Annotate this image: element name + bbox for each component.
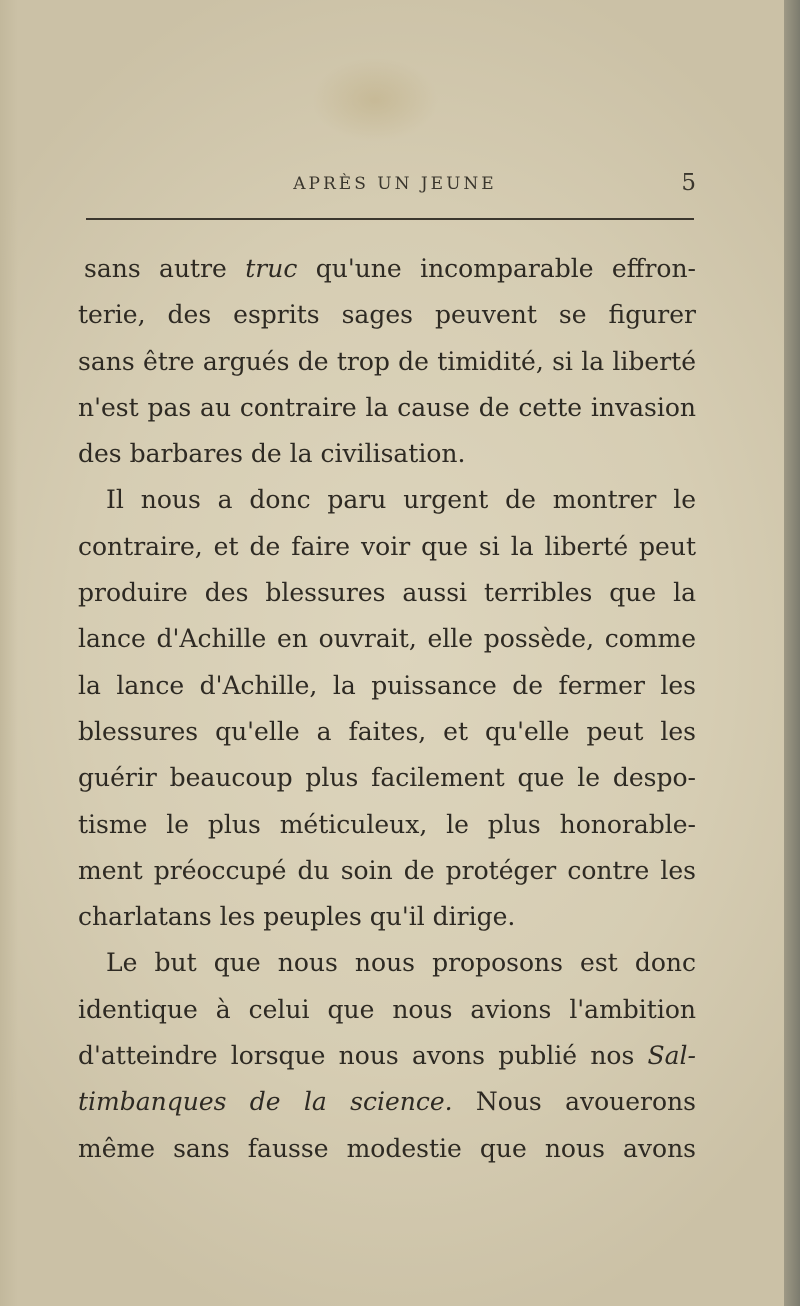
text-segment: terie, des esprits sages peuvent se figurer: [78, 300, 696, 330]
text-segment: ment préoccupé du soin de protéger contre les: [78, 855, 696, 885]
text-segment: Il nous a donc paru urgent de montrer le: [106, 485, 696, 515]
text-segment: des barbares de la civilisation.: [78, 439, 466, 469]
text-line: [78, 1079, 696, 1125]
text-segment: contraire, et de faire voir que si la liberté peut: [78, 531, 696, 561]
text-segment: sans autre: [84, 254, 246, 283]
text-line: [78, 385, 696, 431]
text-segment: blessures qu'elle a faites, et qu'elle peut les: [78, 716, 696, 746]
text-segment: Nous avouerons: [452, 1087, 696, 1117]
header-rule: [86, 218, 694, 220]
body-text: [78, 246, 696, 1172]
text-segment: la lance d'Achille, la puissance de fermer les: [78, 670, 696, 700]
text-line: [78, 570, 696, 616]
text-segment: d'atteindre lorsque nous avons publié nos: [78, 1041, 648, 1071]
text-line: [78, 987, 696, 1033]
page-left-edge: [0, 0, 18, 1306]
text-segment: lance d'Achille en ouvrait, elle possède, comme: [78, 624, 696, 654]
text-segment: tisme le plus méticuleux, le plus honorable-: [78, 809, 696, 839]
page-right-edge: [784, 0, 800, 1306]
text-line: [78, 246, 696, 292]
text-line: [78, 940, 696, 986]
text-segment: produire des blessures aussi terribles que la: [78, 578, 696, 608]
italic-text-segment: truc: [245, 254, 298, 283]
page-header: [80, 170, 700, 204]
text-segment: Le but que nous nous proposons est donc: [106, 948, 696, 978]
italic-text-segment: Sal-: [647, 1041, 696, 1071]
text-segment: guérir beaucoup plus facilement que le despo-: [78, 763, 696, 793]
text-segment: sans être argués de trop de timidité, si la liberté: [78, 346, 696, 376]
text-segment: même sans fausse modestie que nous avons: [78, 1133, 696, 1163]
text-line: [78, 802, 696, 848]
text-line: [78, 894, 696, 940]
text-line: [78, 663, 696, 709]
text-segment: qu'une incomparable effron-: [297, 254, 696, 283]
text-line: [78, 431, 696, 477]
text-line: [78, 755, 696, 801]
text-segment: n'est pas au contraire la cause de cette invasion: [78, 392, 696, 422]
text-line: [78, 477, 696, 523]
text-line: [78, 339, 696, 385]
text-segment: identique à celui que nous avions l'ambition: [78, 994, 696, 1024]
text-segment: charlatans les peuples qu'il dirige.: [78, 902, 516, 932]
text-line: [78, 616, 696, 662]
text-line: [78, 709, 696, 755]
text-line: [78, 1033, 696, 1079]
running-title: APRÈS UN JEUNE: [293, 174, 497, 194]
text-line: [78, 848, 696, 894]
text-line: [78, 292, 696, 338]
page-number: 5: [681, 170, 696, 196]
text-line: [78, 524, 696, 570]
italic-text-segment: timbanques de la science.: [78, 1087, 453, 1117]
text-line: [78, 1126, 696, 1172]
